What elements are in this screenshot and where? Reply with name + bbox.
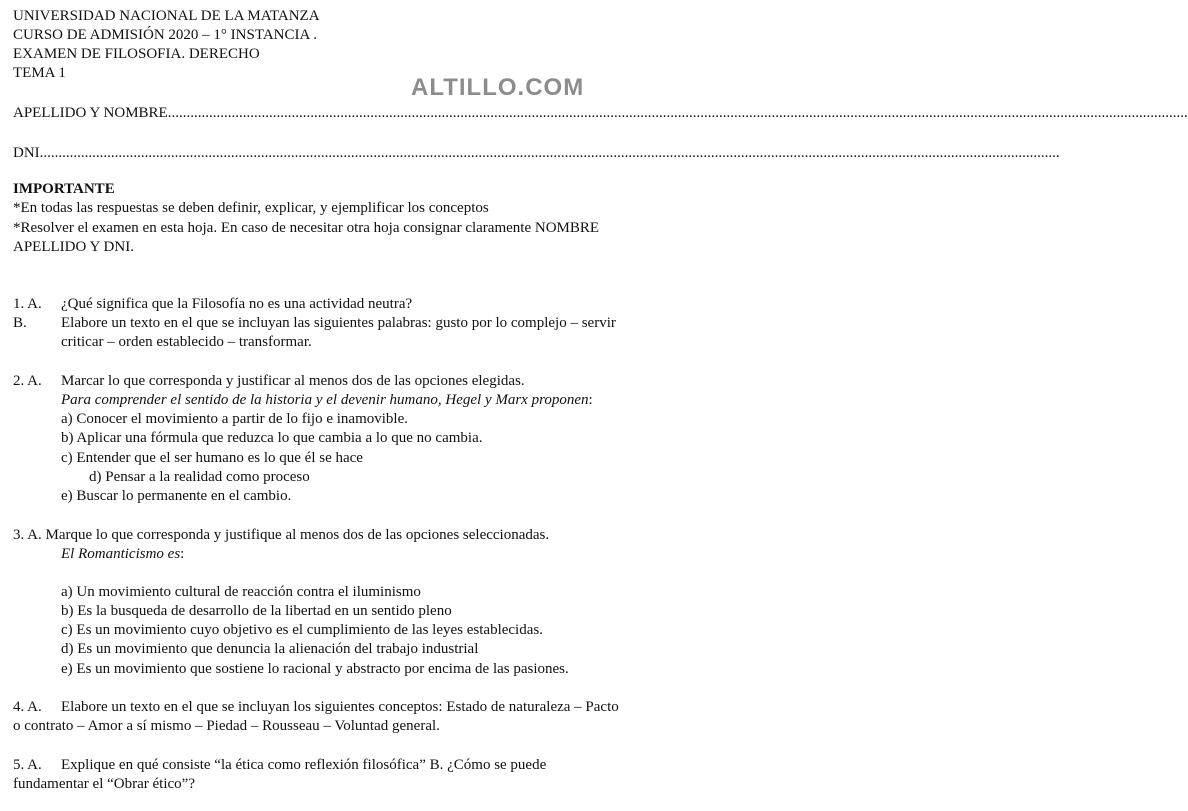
q3-prompt-text: El Romanticismo es [61, 546, 181, 562]
dni-field [13, 144, 1060, 163]
q2-option-c: c) Entender que el ser humano es lo que él se hace [61, 450, 363, 466]
university-name: UNIVERSIDAD NACIONAL DE LA MATANZA [13, 8, 320, 24]
exam-title: EXAMEN DE FILOSOFIA. DERECHO [13, 46, 260, 62]
q2-text: Marcar lo que corresponda y justificar al menos dos de las opciones elegidas. [61, 373, 525, 389]
q4-text-1: Elabore un texto en el que se incluyan los siguientes conceptos: Estado de naturaleza – Pacto [61, 699, 619, 715]
important-line-3: APELLIDO Y DNI. [13, 239, 134, 255]
q5-text-2: fundamentar el “Obrar ético”? [13, 776, 195, 792]
q2-prompt-text: Para comprender el sentido de la historia y el devenir humano, Hegel y Marx proponen [61, 392, 589, 408]
q5-text-1: Explique en qué consiste “la ética como reflexión filosófica” B. ¿Cómo se puede [61, 757, 547, 773]
name-label: APELLIDO Y NOMBRE [13, 105, 168, 121]
q4-text-2: o contrato – Amor a sí mismo – Piedad – Rousseau – Voluntad general. [13, 718, 440, 734]
q3-option-b: b) Es la busqueda de desarrollo de la libertad en un sentido pleno [61, 603, 452, 619]
q2-prompt-colon: : [588, 392, 593, 408]
q2-option-b: b) Aplicar una fórmula que reduzca lo que cambia a lo que no cambia. [61, 430, 483, 446]
q2-option-d: d) Pensar a la realidad como proceso [89, 469, 310, 485]
q1-a-text: ¿Qué significa que la Filosofía no es una actividad neutra? [61, 296, 413, 312]
q1-b-text-1: Elabore un texto en el que se incluyan las siguientes palabras: gusto por lo complejo – servir [61, 315, 616, 331]
q4-number: 4. A. [13, 699, 42, 715]
q3-prompt [61, 545, 184, 564]
important-title: IMPORTANTE [13, 181, 115, 197]
q3-prompt-colon: : [180, 546, 185, 562]
q3-option-e: e) Es un movimiento que sostiene lo racional y abstracto por encima de las pasiones. [61, 661, 569, 677]
q3-option-a: a) Un movimiento cultural de reacción contra el iluminismo [61, 584, 421, 600]
q3-option-c: c) Es un movimiento cuyo objetivo es el cumplimiento de las leyes establecidas. [61, 622, 543, 638]
course-title: CURSO DE ADMISIÓN 2020 – 1° INSTANCIA . [13, 27, 317, 43]
q2-option-a: a) Conocer el movimiento a partir de lo fijo e inamovible. [61, 411, 408, 427]
q2-prompt [61, 391, 593, 410]
name-dots: ................................................................................................................................................................................................................................................................................ [167, 105, 1188, 121]
q1-b-number: B. [13, 315, 27, 331]
name-field [13, 104, 1188, 123]
dni-label: DNI [13, 145, 40, 161]
q1-a-number: 1. A. [13, 296, 42, 312]
q3-option-d: d) Es un movimiento que denuncia la alienación del trabajo industrial [61, 641, 479, 657]
q2-option-e: e) Buscar lo permanente en el cambio. [61, 488, 292, 504]
q5-number: 5. A. [13, 757, 42, 773]
watermark-logo: ALTILLO.COM [411, 74, 585, 101]
important-line-1: *En todas las respuestas se deben definir, explicar, y ejemplificar los conceptos [13, 200, 489, 216]
important-line-2: *Resolver el examen en esta hoja. En caso de necesitar otra hoja consignar claramente NOMBRE [13, 220, 600, 236]
q3-text: 3. A. Marque lo que corresponda y justifique al menos dos de las opciones seleccionadas. [13, 527, 550, 543]
dni-dots: ................................................................................................................................................................................................................................................................................ [39, 145, 1060, 161]
q1-b-text-2: criticar – orden establecido – transformar. [61, 334, 312, 350]
topic-label: TEMA 1 [13, 65, 66, 81]
q2-number: 2. A. [13, 373, 42, 389]
